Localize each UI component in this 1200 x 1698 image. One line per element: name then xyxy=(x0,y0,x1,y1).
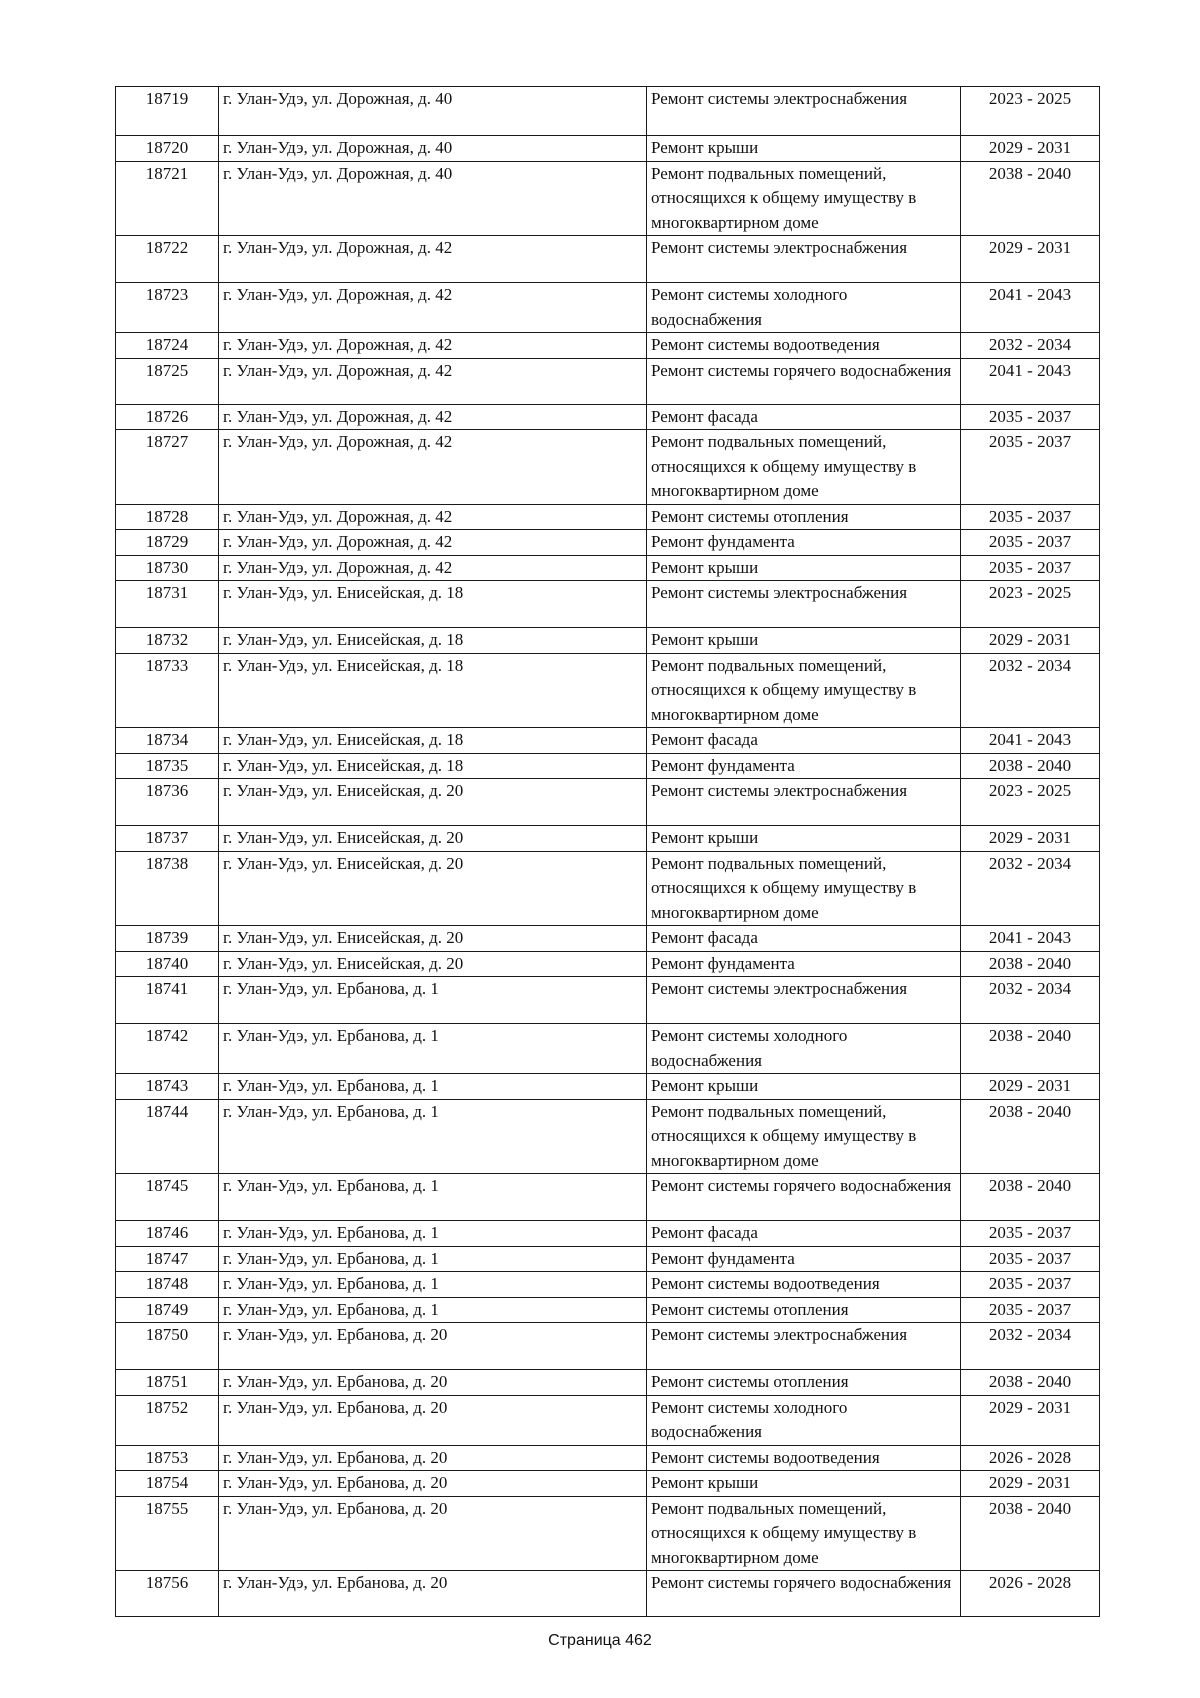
row-address: г. Улан-Удэ, ул. Ербанова, д. 20 xyxy=(219,1571,647,1617)
row-work-type: Ремонт фундамента xyxy=(647,530,961,556)
row-address: г. Улан-Удэ, ул. Ербанова, д. 1 xyxy=(219,1024,647,1074)
row-number: 18753 xyxy=(116,1445,219,1471)
row-address: г. Улан-Удэ, ул. Дорожная, д. 42 xyxy=(219,555,647,581)
row-address: г. Улан-Удэ, ул. Ербанова, д. 1 xyxy=(219,1221,647,1247)
row-number: 18739 xyxy=(116,926,219,952)
row-work-type: Ремонт системы холодного водоснабжения xyxy=(647,1024,961,1074)
row-work-type: Ремонт фундамента xyxy=(647,1246,961,1272)
row-address: г. Улан-Удэ, ул. Ербанова, д. 20 xyxy=(219,1370,647,1396)
row-period: 2041 - 2043 xyxy=(961,926,1100,952)
row-number: 18751 xyxy=(116,1370,219,1396)
row-work-type: Ремонт системы водоотведения xyxy=(647,1445,961,1471)
row-address: г. Улан-Удэ, ул. Дорожная, д. 42 xyxy=(219,404,647,430)
row-address: г. Улан-Удэ, ул. Ербанова, д. 1 xyxy=(219,1074,647,1100)
row-period: 2029 - 2031 xyxy=(961,628,1100,654)
table-row xyxy=(116,555,1100,581)
row-address: г. Улан-Удэ, ул. Ербанова, д. 1 xyxy=(219,1297,647,1323)
row-work-type: Ремонт крыши xyxy=(647,136,961,162)
row-number: 18723 xyxy=(116,283,219,333)
row-address: г. Улан-Удэ, ул. Енисейская, д. 20 xyxy=(219,826,647,852)
row-work-type: Ремонт фасада xyxy=(647,404,961,430)
row-period: 2038 - 2040 xyxy=(961,1174,1100,1221)
row-work-type: Ремонт фундамента xyxy=(647,753,961,779)
row-number: 18727 xyxy=(116,430,219,505)
row-number: 18745 xyxy=(116,1174,219,1221)
row-period: 2035 - 2037 xyxy=(961,1297,1100,1323)
row-number: 18738 xyxy=(116,851,219,926)
table-row xyxy=(116,851,1100,926)
table-row xyxy=(116,136,1100,162)
row-number: 18733 xyxy=(116,653,219,728)
row-work-type: Ремонт системы электроснабжения xyxy=(647,1323,961,1370)
table-row xyxy=(116,87,1100,136)
table-row xyxy=(116,1174,1100,1221)
table-row xyxy=(116,1445,1100,1471)
row-period: 2023 - 2025 xyxy=(961,87,1100,136)
row-number: 18750 xyxy=(116,1323,219,1370)
row-number: 18735 xyxy=(116,753,219,779)
row-period: 2029 - 2031 xyxy=(961,826,1100,852)
row-period: 2035 - 2037 xyxy=(961,1272,1100,1298)
row-number: 18740 xyxy=(116,951,219,977)
row-period: 2038 - 2040 xyxy=(961,1370,1100,1396)
row-number: 18725 xyxy=(116,358,219,404)
row-address: г. Улан-Удэ, ул. Енисейская, д. 20 xyxy=(219,851,647,926)
row-number: 18734 xyxy=(116,728,219,754)
row-work-type: Ремонт подвальных помещений, относящихся к общему имуществу в многоквартирном доме xyxy=(647,653,961,728)
table-row xyxy=(116,333,1100,359)
row-work-type: Ремонт фундамента xyxy=(647,951,961,977)
row-period: 2029 - 2031 xyxy=(961,236,1100,283)
table-row xyxy=(116,1471,1100,1497)
table-row xyxy=(116,1496,1100,1571)
row-work-type: Ремонт подвальных помещений, относящихся к общему имуществу в многоквартирном доме xyxy=(647,1099,961,1174)
row-work-type: Ремонт фасада xyxy=(647,926,961,952)
row-address: г. Улан-Удэ, ул. Енисейская, д. 18 xyxy=(219,581,647,628)
row-work-type: Ремонт подвальных помещений, относящихся к общему имуществу в многоквартирном доме xyxy=(647,161,961,236)
row-address: г. Улан-Удэ, ул. Дорожная, д. 42 xyxy=(219,283,647,333)
row-period: 2041 - 2043 xyxy=(961,358,1100,404)
row-work-type: Ремонт системы водоотведения xyxy=(647,333,961,359)
row-work-type: Ремонт крыши xyxy=(647,826,961,852)
table-row xyxy=(116,926,1100,952)
row-period: 2035 - 2037 xyxy=(961,530,1100,556)
row-number: 18736 xyxy=(116,779,219,826)
row-work-type: Ремонт системы отопления xyxy=(647,504,961,530)
row-address: г. Улан-Удэ, ул. Енисейская, д. 20 xyxy=(219,951,647,977)
row-number: 18730 xyxy=(116,555,219,581)
row-number: 18749 xyxy=(116,1297,219,1323)
row-work-type: Ремонт системы электроснабжения xyxy=(647,977,961,1024)
row-period: 2023 - 2025 xyxy=(961,779,1100,826)
row-period: 2029 - 2031 xyxy=(961,136,1100,162)
table-row xyxy=(116,728,1100,754)
row-period: 2035 - 2037 xyxy=(961,1221,1100,1247)
row-address: г. Улан-Удэ, ул. Ербанова, д. 1 xyxy=(219,1246,647,1272)
row-address: г. Улан-Удэ, ул. Дорожная, д. 42 xyxy=(219,504,647,530)
row-work-type: Ремонт подвальных помещений, относящихся к общему имуществу в многоквартирном доме xyxy=(647,851,961,926)
row-work-type: Ремонт крыши xyxy=(647,628,961,654)
row-period: 2026 - 2028 xyxy=(961,1571,1100,1617)
row-number: 18755 xyxy=(116,1496,219,1571)
table-row xyxy=(116,1297,1100,1323)
row-number: 18732 xyxy=(116,628,219,654)
row-address: г. Улан-Удэ, ул. Дорожная, д. 40 xyxy=(219,136,647,162)
row-period: 2029 - 2031 xyxy=(961,1471,1100,1497)
row-address: г. Улан-Удэ, ул. Дорожная, д. 42 xyxy=(219,333,647,359)
row-period: 2038 - 2040 xyxy=(961,161,1100,236)
row-number: 18724 xyxy=(116,333,219,359)
row-work-type: Ремонт фасада xyxy=(647,1221,961,1247)
repair-schedule-table xyxy=(115,86,1100,1617)
table-row xyxy=(116,358,1100,404)
table-row xyxy=(116,404,1100,430)
row-work-type: Ремонт системы холодного водоснабжения xyxy=(647,283,961,333)
row-address: г. Улан-Удэ, ул. Ербанова, д. 20 xyxy=(219,1445,647,1471)
table-row xyxy=(116,628,1100,654)
row-address: г. Улан-Удэ, ул. Дорожная, д. 42 xyxy=(219,530,647,556)
table-row xyxy=(116,1074,1100,1100)
table-row xyxy=(116,1024,1100,1074)
row-period: 2032 - 2034 xyxy=(961,977,1100,1024)
row-work-type: Ремонт системы холодного водоснабжения xyxy=(647,1395,961,1445)
row-address: г. Улан-Удэ, ул. Енисейская, д. 18 xyxy=(219,753,647,779)
row-period: 2023 - 2025 xyxy=(961,581,1100,628)
table-row xyxy=(116,653,1100,728)
row-work-type: Ремонт системы отопления xyxy=(647,1370,961,1396)
row-period: 2032 - 2034 xyxy=(961,851,1100,926)
table-row xyxy=(116,977,1100,1024)
row-number: 18721 xyxy=(116,161,219,236)
row-number: 18731 xyxy=(116,581,219,628)
table-row xyxy=(116,753,1100,779)
row-address: г. Улан-Удэ, ул. Енисейская, д. 18 xyxy=(219,728,647,754)
row-period: 2035 - 2037 xyxy=(961,504,1100,530)
row-address: г. Улан-Удэ, ул. Ербанова, д. 1 xyxy=(219,977,647,1024)
row-period: 2038 - 2040 xyxy=(961,1099,1100,1174)
row-address: г. Улан-Удэ, ул. Дорожная, д. 40 xyxy=(219,161,647,236)
table-row xyxy=(116,826,1100,852)
table-row xyxy=(116,1272,1100,1298)
row-number: 18729 xyxy=(116,530,219,556)
row-work-type: Ремонт системы электроснабжения xyxy=(647,236,961,283)
table-row xyxy=(116,581,1100,628)
table-row xyxy=(116,1246,1100,1272)
table-row xyxy=(116,283,1100,333)
row-number: 18741 xyxy=(116,977,219,1024)
row-number: 18746 xyxy=(116,1221,219,1247)
row-work-type: Ремонт системы электроснабжения xyxy=(647,779,961,826)
row-period: 2038 - 2040 xyxy=(961,951,1100,977)
row-period: 2032 - 2034 xyxy=(961,333,1100,359)
row-address: г. Улан-Удэ, ул. Дорожная, д. 40 xyxy=(219,87,647,136)
row-period: 2035 - 2037 xyxy=(961,1246,1100,1272)
row-number: 18728 xyxy=(116,504,219,530)
row-period: 2026 - 2028 xyxy=(961,1445,1100,1471)
row-work-type: Ремонт системы отопления xyxy=(647,1297,961,1323)
row-address: г. Улан-Удэ, ул. Ербанова, д. 20 xyxy=(219,1496,647,1571)
table-body xyxy=(116,87,1100,1617)
row-period: 2032 - 2034 xyxy=(961,1323,1100,1370)
row-address: г. Улан-Удэ, ул. Дорожная, д. 42 xyxy=(219,236,647,283)
row-work-type: Ремонт подвальных помещений, относящихся к общему имуществу в многоквартирном доме xyxy=(647,430,961,505)
row-number: 18719 xyxy=(116,87,219,136)
row-address: г. Улан-Удэ, ул. Ербанова, д. 1 xyxy=(219,1099,647,1174)
row-address: г. Улан-Удэ, ул. Енисейская, д. 18 xyxy=(219,628,647,654)
table-row xyxy=(116,161,1100,236)
table-row xyxy=(116,1395,1100,1445)
row-period: 2035 - 2037 xyxy=(961,404,1100,430)
row-period: 2029 - 2031 xyxy=(961,1074,1100,1100)
row-address: г. Улан-Удэ, ул. Ербанова, д. 1 xyxy=(219,1272,647,1298)
row-address: г. Улан-Удэ, ул. Енисейская, д. 20 xyxy=(219,779,647,826)
row-work-type: Ремонт системы горячего водоснабжения xyxy=(647,358,961,404)
row-number: 18720 xyxy=(116,136,219,162)
row-period: 2029 - 2031 xyxy=(961,1395,1100,1445)
row-number: 18743 xyxy=(116,1074,219,1100)
table-row xyxy=(116,430,1100,505)
row-address: г. Улан-Удэ, ул. Енисейская, д. 18 xyxy=(219,653,647,728)
table-row xyxy=(116,1099,1100,1174)
row-work-type: Ремонт системы водоотведения xyxy=(647,1272,961,1298)
row-period: 2032 - 2034 xyxy=(961,653,1100,728)
row-number: 18748 xyxy=(116,1272,219,1298)
row-work-type: Ремонт крыши xyxy=(647,555,961,581)
row-number: 18752 xyxy=(116,1395,219,1445)
row-work-type: Ремонт системы горячего водоснабжения xyxy=(647,1571,961,1617)
row-work-type: Ремонт крыши xyxy=(647,1074,961,1100)
table-row xyxy=(116,1571,1100,1617)
row-work-type: Ремонт подвальных помещений, относящихся к общему имуществу в многоквартирном доме xyxy=(647,1496,961,1571)
row-address: г. Улан-Удэ, ул. Енисейская, д. 20 xyxy=(219,926,647,952)
row-number: 18756 xyxy=(116,1571,219,1617)
row-number: 18737 xyxy=(116,826,219,852)
row-period: 2035 - 2037 xyxy=(961,430,1100,505)
row-period: 2038 - 2040 xyxy=(961,1496,1100,1571)
page-number: Страница 462 xyxy=(548,1632,652,1649)
row-period: 2041 - 2043 xyxy=(961,283,1100,333)
row-number: 18744 xyxy=(116,1099,219,1174)
row-number: 18742 xyxy=(116,1024,219,1074)
row-number: 18747 xyxy=(116,1246,219,1272)
row-work-type: Ремонт крыши xyxy=(647,1471,961,1497)
row-work-type: Ремонт системы электроснабжения xyxy=(647,87,961,136)
table-row xyxy=(116,779,1100,826)
table-row xyxy=(116,1221,1100,1247)
table-row xyxy=(116,1323,1100,1370)
row-address: г. Улан-Удэ, ул. Ербанова, д. 1 xyxy=(219,1174,647,1221)
row-address: г. Улан-Удэ, ул. Ербанова, д. 20 xyxy=(219,1395,647,1445)
row-address: г. Улан-Удэ, ул. Ербанова, д. 20 xyxy=(219,1471,647,1497)
row-address: г. Улан-Удэ, ул. Дорожная, д. 42 xyxy=(219,358,647,404)
row-number: 18754 xyxy=(116,1471,219,1497)
table-row xyxy=(116,236,1100,283)
row-period: 2038 - 2040 xyxy=(961,1024,1100,1074)
table-row xyxy=(116,1370,1100,1396)
row-work-type: Ремонт системы электроснабжения xyxy=(647,581,961,628)
row-period: 2038 - 2040 xyxy=(961,753,1100,779)
row-number: 18722 xyxy=(116,236,219,283)
table-row xyxy=(116,951,1100,977)
table-row xyxy=(116,504,1100,530)
row-number: 18726 xyxy=(116,404,219,430)
row-address: г. Улан-Удэ, ул. Дорожная, д. 42 xyxy=(219,430,647,505)
row-period: 2041 - 2043 xyxy=(961,728,1100,754)
row-work-type: Ремонт системы горячего водоснабжения xyxy=(647,1174,961,1221)
table-row xyxy=(116,530,1100,556)
row-work-type: Ремонт фасада xyxy=(647,728,961,754)
row-period: 2035 - 2037 xyxy=(961,555,1100,581)
row-address: г. Улан-Удэ, ул. Ербанова, д. 20 xyxy=(219,1323,647,1370)
